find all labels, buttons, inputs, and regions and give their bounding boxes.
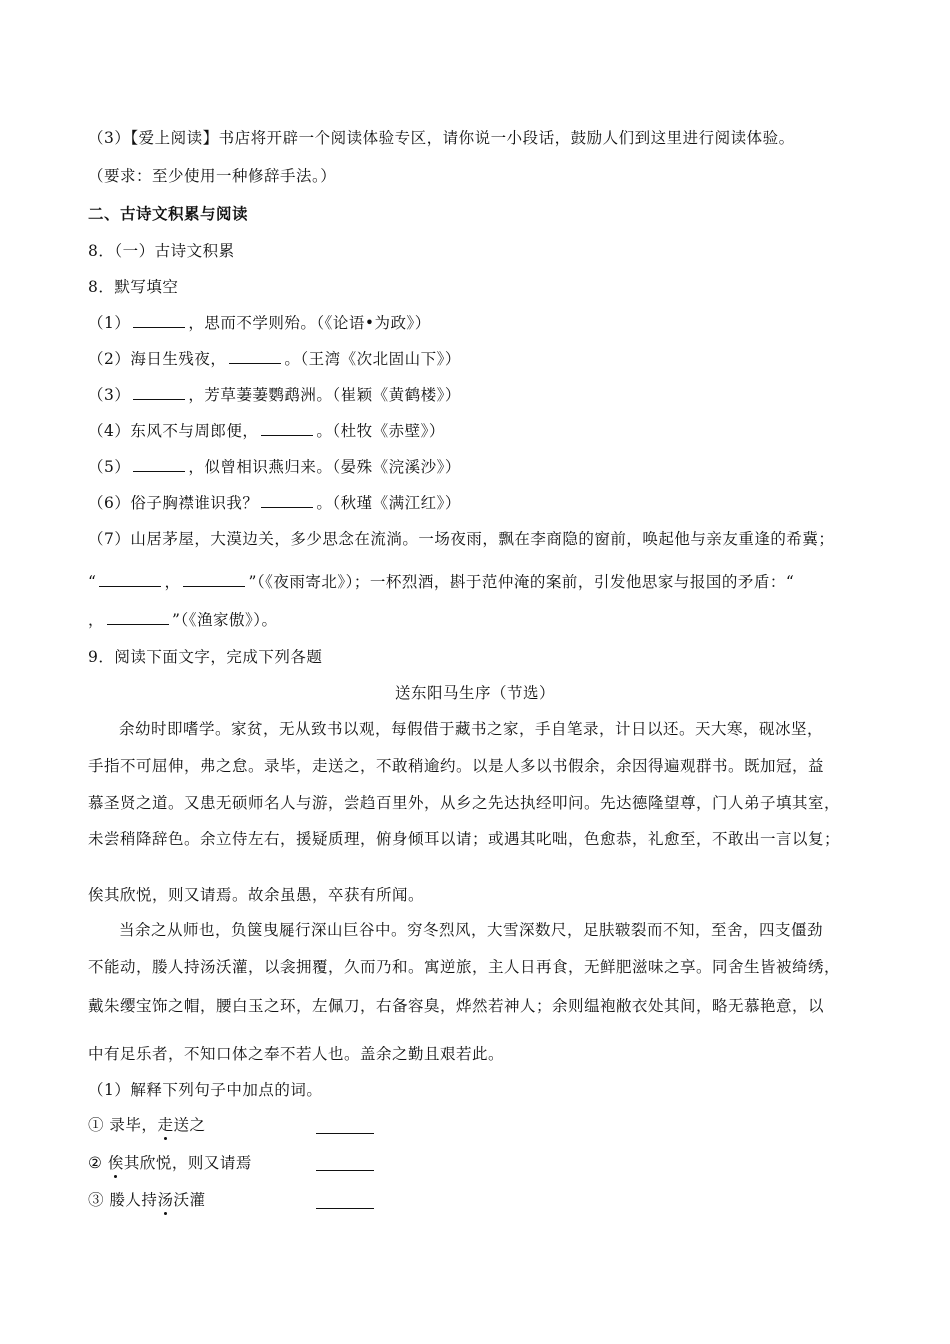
dotted-word: 走 [157, 1116, 174, 1134]
q8-item-7-line2 [88, 571, 794, 593]
passage-p1-line: 手指不可屈伸，弗之怠。录毕，走送之，不敢稍逾约。以是人多以书假余，余因得遍观群书。既加冠，益 [88, 757, 825, 775]
dotted-word: 汤 [157, 1191, 174, 1209]
q8-item-4 [88, 420, 445, 442]
item-suffix: 。（秋瑾《满江红》） [316, 494, 461, 512]
line-text: ”（《渔家傲》）。 [172, 611, 278, 629]
dotted-word: 俟 [107, 1154, 124, 1172]
passage-p2-line: 中有足乐者，不知口体之奉不若人也。盖余之勤且艰若此。 [88, 1045, 505, 1063]
fill-blank[interactable] [261, 493, 313, 508]
q9-sub1-item-2 [88, 1152, 252, 1174]
q9-title: 9．阅读下面文字，完成下列各题 [88, 648, 323, 666]
item-text: 送之 [173, 1116, 206, 1134]
item-text: ② [88, 1154, 108, 1172]
passage-title: 送东阳马生序（节选） [394, 684, 555, 702]
line-text: ”（《夜雨寄北》）；一杯烈酒，斟于范仲淹的案前，引发他思家与报国的矛盾：“ [248, 573, 795, 591]
item-prefix: （2）海日生残夜， [88, 350, 227, 368]
q9-sub1-item-3 [88, 1189, 205, 1211]
answer-blank[interactable] [316, 1169, 374, 1171]
item-prefix: （5） [88, 458, 131, 476]
answer-blank[interactable] [316, 1207, 374, 1209]
fill-blank[interactable] [133, 385, 185, 400]
q8-item-2 [88, 348, 461, 370]
q7-requirement: （要求：至少使用一种修辞手法。） [88, 167, 337, 185]
passage-p2-line: 当余之从师也，负箧曳屣行深山巨谷中。穷冬烈风，大雪深数尺，足肤皲裂而不知，至舍，四支僵劲 [119, 921, 824, 939]
item-prefix: （4）东风不与周郎便， [88, 422, 259, 440]
q8-sub-heading: 8．（一）古诗文积累 [88, 242, 235, 260]
fill-blank[interactable] [99, 572, 161, 587]
q8-title: 8．默写填空 [88, 278, 179, 296]
fill-blank[interactable] [107, 610, 169, 625]
item-text: ③ 媵人持 [88, 1191, 158, 1209]
passage-p2-line: 戴朱缨宝饰之帽，腰白玉之环，左佩刀，右备容臭，烨然若神人；余则缊袍敝衣处其间，略无慕艳意，以 [88, 997, 825, 1015]
item-text: ① 录毕， [88, 1116, 158, 1134]
answer-blank[interactable] [316, 1132, 374, 1134]
q8-item-7-line3 [88, 609, 277, 631]
item-suffix: ，似曾相识燕归来。（晏殊《浣溪沙》） [188, 458, 461, 476]
q8-item-1 [88, 312, 431, 334]
passage-p2-line: 不能动，媵人持汤沃灌，以衾拥覆，久而乃和。寓逆旅，主人日再食，无鲜肥滋味之享。同舍生皆被绮绣， [88, 958, 841, 976]
item-prefix: （1） [88, 314, 131, 332]
item-text: 沃灌 [173, 1191, 206, 1209]
item-suffix: 。（王湾《次北固山下》） [284, 350, 461, 368]
open-quote: “ [88, 573, 97, 591]
item-prefix: （6）俗子胸襟谁识我？ [88, 494, 259, 512]
fill-blank[interactable] [229, 349, 281, 364]
comma: ， [88, 611, 105, 629]
fill-blank[interactable] [133, 457, 185, 472]
passage-p1-line: 未尝稍降辞色。余立侍左右，援疑质理，俯身倾耳以请；或遇其叱咄，色愈恭，礼愈至，不敢出一言以复； [88, 830, 841, 848]
q9-sub1-item-1 [88, 1114, 205, 1136]
item-suffix: 。（杜牧《赤壁》） [316, 422, 445, 440]
passage-p1-line: 俟其欣悦，则又请焉。故余虽愚，卒获有所闻。 [88, 886, 425, 904]
item-text: 其欣悦，则又请焉 [123, 1154, 252, 1172]
q8-item-6 [88, 492, 461, 514]
q8-item-3 [88, 384, 461, 406]
fill-blank[interactable] [261, 421, 313, 436]
fill-blank[interactable] [133, 313, 185, 328]
comma: ， [164, 573, 181, 591]
fill-blank[interactable] [183, 572, 245, 587]
item-suffix: ，思而不学则殆。（《论语•为政》） [188, 314, 431, 332]
section-heading: 二、古诗文积累与阅读 [88, 204, 249, 223]
q9-sub1-title: （1）解释下列句子中加点的词。 [88, 1081, 323, 1099]
q8-item-5 [88, 456, 461, 478]
q7-item3-text: （3）【爱上阅读】书店将开辟一个阅读体验专区，请你说一小段话，鼓励人们到这里进行阅读体验。 [88, 129, 795, 147]
item-prefix: （3） [88, 386, 131, 404]
passage-p1-line: 余幼时即嗜学。家贫，无从致书以观，每假借于藏书之家，手自笔录，计日以还。天大寒，砚冰坚， [119, 720, 824, 738]
passage-p1-line: 慕圣贤之道。又患无硕师名人与游，尝趋百里外，从乡之先达执经叩问。先达德隆望尊，门人弟子填其室， [88, 794, 841, 812]
q8-item-7-line1: （7）山居茅屋，大漠边关，多少思念在流淌。一场夜雨，飘在李商隐的窗前，唤起他与亲友重逢的希冀； [88, 530, 835, 548]
item-suffix: ，芳草萋萋鹦鹉洲。（崔颖《黄鹤楼》） [188, 386, 461, 404]
